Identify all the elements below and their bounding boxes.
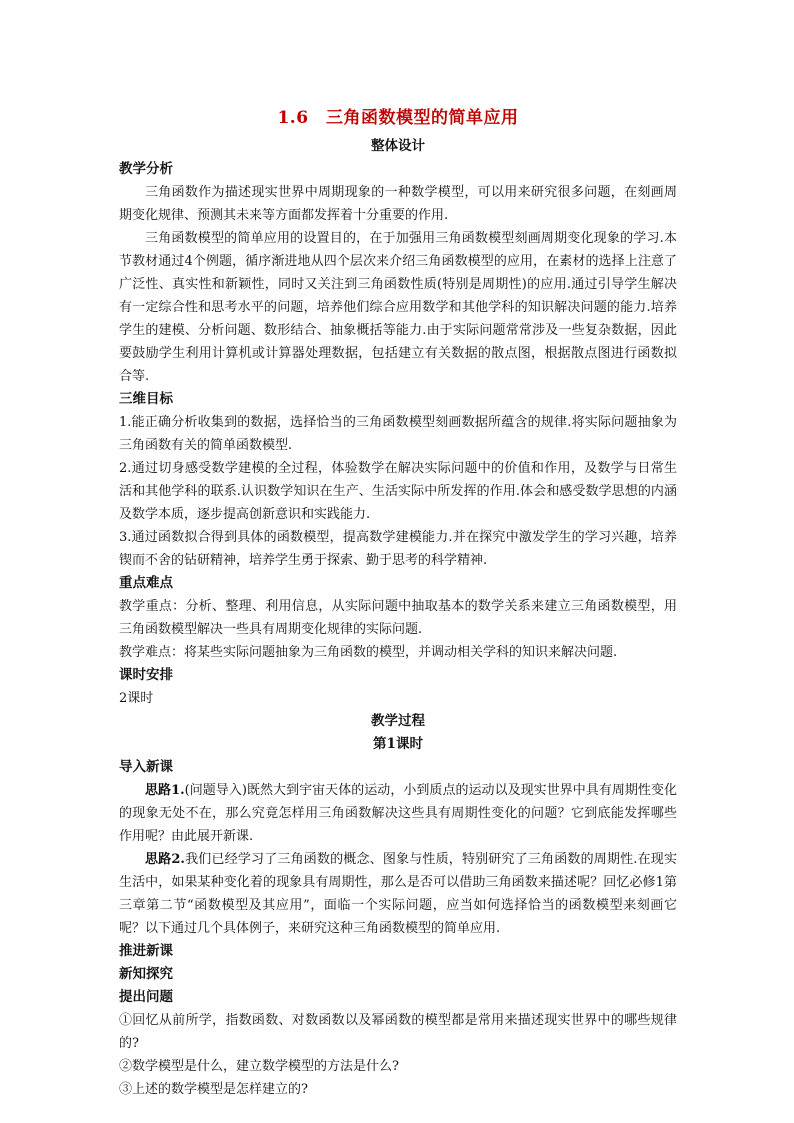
goal-item-2: 2.通过切身感受数学建模的全过程，体验数学在解决实际问题中的价值和作用，及数学与日常生活和其他学科的联系.认识数学知识在生产、生活实际中所发挥的作用.体会和感受数学思想的内涵及数学本质，逐步提高创新意识和实践能力. xyxy=(119,461,677,522)
question-item-1: ①回忆从前所学，指数函数、对数函数以及幂函数的模型都是常用来描述现实世界中的哪些规律的? xyxy=(119,1013,677,1051)
idea-2-label: 思路2. xyxy=(145,852,185,867)
schedule-text: 2课时 xyxy=(119,691,154,706)
goal-item-3: 3.通过函数拟合得到具体的函数模型，提高数学建模能力.并在探究中激发学生的学习兴趣，培养锲而不舍的钻研精神，培养学生勇于探索、勤于思考的科学精神. xyxy=(119,530,677,568)
idea-2-paragraph xyxy=(119,848,677,940)
analysis-paragraph-2: 三角函数模型的简单应用的设置目的，在于加强用三角函数模型刻画周期变化现象的学习.本节教材通过4个例题，循序渐进地从四个层次来介绍三角函数模型的应用，在素材的选择上注意了广泛性、真实性和新颖性，同时又关注到三角函数性质(特别是周期性)的应用.通过引导学生解决有一定综合性和思考水平的问题，培养他们综合应用数学和其他学科的知识解决问题的能力.培养学生的建模、分析问题、数形结合、抽象概括等能力.由于实际问题常常涉及一些复杂数据，因此要鼓励学生利用计算机或计算器处理数据，包括建立有关数据的散点图，根据散点图进行函数拟合等. xyxy=(119,231,677,384)
goal-item-1: 1.能正确分析收集到的数据，选择恰当的三角函数模型刻画数据所蕴含的规律.将实际问题抽象为三角函数有关的简单函数模型. xyxy=(119,415,677,453)
idea-2-text: 我们已经学习了三角函数的概念、图象与性质，特别研究了三角函数的周期性.在现实生活中，如果某种变化着的现象具有周期性，那么是否可以借助三角函数来描述呢？回忆必修1第三章第二节“函数模型及其应用”，面临一个实际问题，应当如何选择恰当的函数模型来刻画它呢？以下通过几个具体例子，来研究这种三角函数模型的简单应用. xyxy=(119,852,677,936)
heading-advance: 推进新课 xyxy=(119,943,173,959)
section-overall-design: 整体设计 xyxy=(371,138,425,154)
heading-key-points: 重点难点 xyxy=(119,575,173,591)
heading-explore: 新知探究 xyxy=(119,966,173,982)
idea-1-text: (问题导入)既然大到宇宙天体的运动，小到质点的运动以及现实世界中具有周期性变化的现象无处不在，那么究竟怎样用三角函数解决这些具有周期性变化的问题？它到底能发挥哪些作用呢？由此展开新课. xyxy=(119,783,677,844)
teaching-difficulty: 教学难点：将某些实际问题抽象为三角函数的模型，并调动相关学科的知识来解决问题. xyxy=(119,645,618,660)
analysis-paragraph-1: 三角函数作为描述现实世界中周期现象的一种数学模型，可以用来研究很多问题，在刻画周期变化规律、预测其未来等方面都发挥着十分重要的作用. xyxy=(119,185,677,223)
document-body xyxy=(119,103,677,1101)
heading-teaching-process: 教学过程 xyxy=(371,713,425,729)
question-item-3: ③上述的数学模型是怎样建立的? xyxy=(119,1082,308,1097)
idea-1-paragraph xyxy=(119,779,677,848)
heading-intro: 导入新课 xyxy=(119,759,173,775)
question-item-2: ②数学模型是什么，建立数学模型的方法是什么? xyxy=(119,1059,399,1074)
teaching-focus: 教学重点：分析、整理、利用信息，从实际问题中抽取基本的数学关系来建立三角函数模型，用三角函数模型解决一些具有周期变化规律的实际问题. xyxy=(119,599,677,637)
page-title: 1.6 三角函数模型的简单应用 xyxy=(277,108,519,128)
heading-schedule: 课时安排 xyxy=(119,667,173,683)
heading-lesson-1: 第1课时 xyxy=(373,736,423,752)
heading-questions: 提出问题 xyxy=(119,989,173,1005)
heading-teaching-analysis: 教学分析 xyxy=(119,161,173,177)
heading-three-goals: 三维目标 xyxy=(119,391,173,407)
idea-1-label: 思路1. xyxy=(145,783,185,798)
